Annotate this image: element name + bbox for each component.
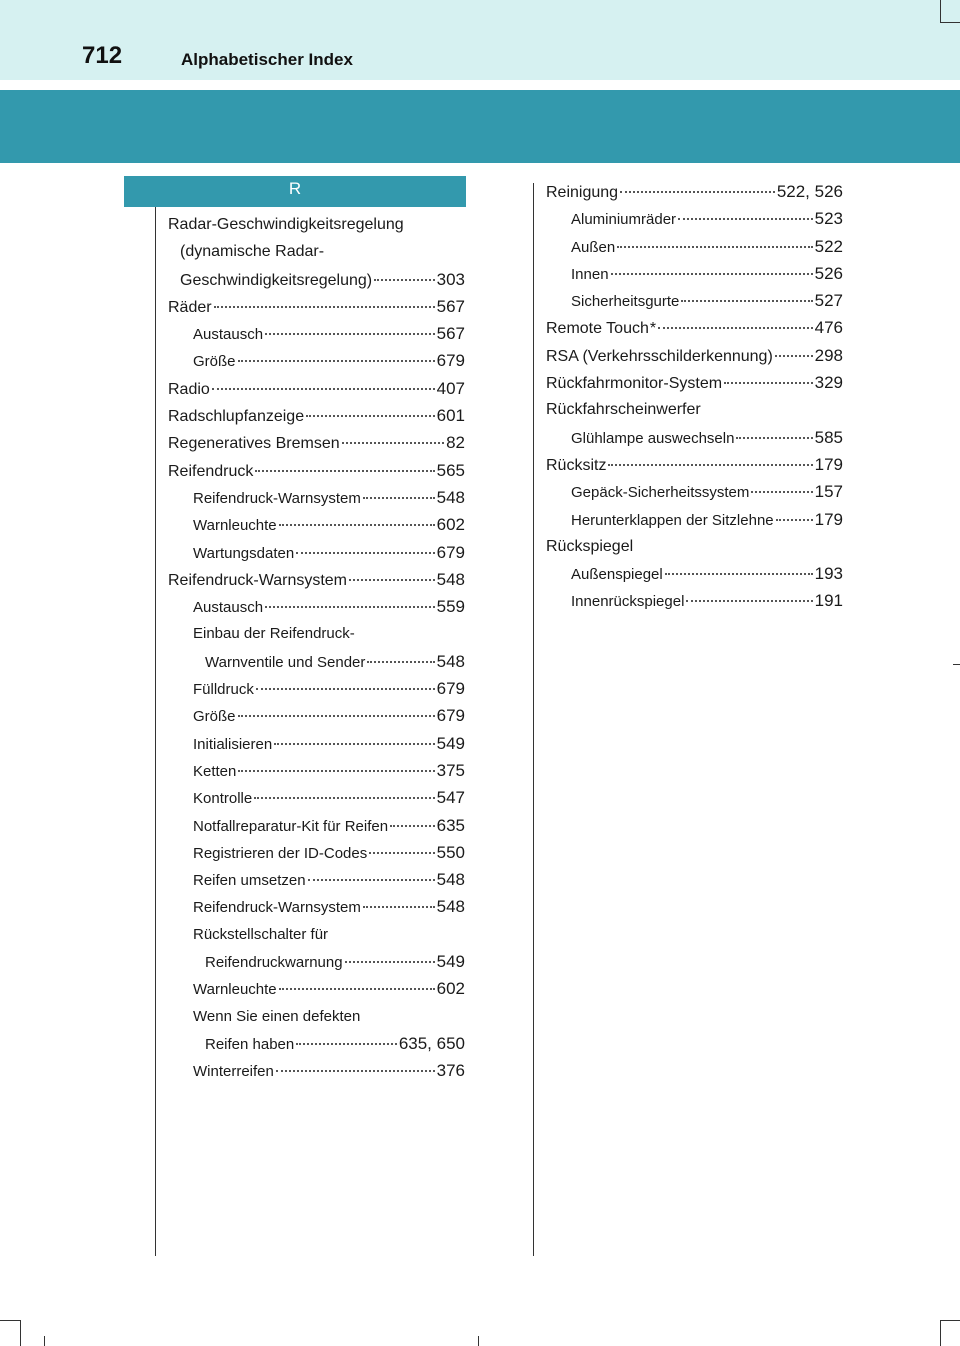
index-entry xyxy=(168,675,465,702)
index-term: Remote Touch xyxy=(546,320,649,338)
page-reference: 303 xyxy=(436,269,465,289)
index-entry xyxy=(168,893,465,920)
dot-leader xyxy=(214,306,435,308)
page-reference: 548 xyxy=(436,569,465,589)
dot-leader xyxy=(296,1043,397,1045)
index-term: Gepäck-Sicherheitssystem xyxy=(571,484,750,502)
dot-leader xyxy=(256,688,435,690)
index-entry xyxy=(168,1057,465,1084)
index-term: Reifendruckwarnung xyxy=(205,954,343,972)
page-reference: 549 xyxy=(436,733,465,753)
crop-mark xyxy=(20,1320,21,1346)
dot-leader xyxy=(775,355,813,357)
index-term: Wartungsdaten xyxy=(193,544,295,562)
dot-leader xyxy=(238,715,435,717)
page-reference: 548 xyxy=(436,897,465,917)
page-reference: 179 xyxy=(814,454,843,474)
index-term: Radio xyxy=(168,380,210,398)
page-reference: 548 xyxy=(436,487,465,507)
page-reference: 567 xyxy=(436,296,465,316)
page-title: Alphabetischer Index xyxy=(181,50,353,69)
index-term: Einbau der Reifendruck- xyxy=(193,625,355,643)
column-rule-middle xyxy=(533,183,534,1256)
page-reference: 547 xyxy=(436,788,465,808)
page-reference: 376 xyxy=(436,1061,465,1081)
index-term: Registrieren der ID-Codes xyxy=(193,844,368,862)
index-entry xyxy=(546,451,843,478)
index-term: Größe xyxy=(193,708,236,726)
index-term: Wenn Sie einen defekten xyxy=(193,1007,361,1025)
index-term: Warnventile und Sender xyxy=(205,653,366,671)
index-entry xyxy=(168,866,465,893)
index-term: Winterreifen xyxy=(193,1063,274,1081)
dot-leader xyxy=(611,273,813,275)
index-entry xyxy=(168,320,465,347)
dot-leader xyxy=(620,191,775,193)
index-entry xyxy=(168,948,465,975)
index-term: Reifendruck-Warnsystem xyxy=(193,899,361,917)
page-reference: 635 xyxy=(436,815,465,835)
index-term: Innenrückspiegel xyxy=(571,593,685,611)
index-term: Reifendruck-Warnsystem xyxy=(168,571,348,589)
index-term: Rückstellschalter für xyxy=(193,925,329,943)
page-reference: 559 xyxy=(436,597,465,617)
dot-leader xyxy=(265,333,435,335)
index-term: Reifen umsetzen xyxy=(193,872,306,890)
dot-leader xyxy=(238,360,435,362)
index-entry xyxy=(546,424,843,451)
dot-leader xyxy=(665,573,813,575)
index-term: Geschwindigkeitsregelung) xyxy=(180,271,373,289)
crop-mark xyxy=(44,1336,45,1346)
index-entry xyxy=(168,375,465,402)
page-reference: 548 xyxy=(436,651,465,671)
index-entry xyxy=(168,457,465,484)
dot-leader xyxy=(658,327,813,329)
index-entry xyxy=(168,402,465,429)
page-reference: 601 xyxy=(436,406,465,426)
index-term: Warnleuchte xyxy=(193,981,277,999)
page-reference: 549 xyxy=(436,952,465,972)
index-term: Glühlampe auswechseln xyxy=(571,429,735,447)
index-entry xyxy=(546,506,843,533)
page-reference: 567 xyxy=(436,324,465,344)
index-entry xyxy=(168,429,465,456)
index-entry xyxy=(168,484,465,511)
index-entry xyxy=(168,975,465,1002)
page-reference: 679 xyxy=(436,706,465,726)
page-reference: 602 xyxy=(436,515,465,535)
dot-leader xyxy=(276,1070,435,1072)
page-reference: 679 xyxy=(436,351,465,371)
index-entry xyxy=(168,784,465,811)
crop-mark xyxy=(478,1336,479,1346)
page-reference: 635, 650 xyxy=(398,1033,465,1053)
index-term: Innen xyxy=(571,265,609,283)
page-reference: 82 xyxy=(446,433,465,453)
page-reference: 191 xyxy=(814,591,843,611)
dot-leader xyxy=(363,497,435,499)
dot-leader xyxy=(279,524,435,526)
index-term: Regeneratives Bremsen xyxy=(168,435,340,453)
dot-leader xyxy=(349,579,435,581)
page-reference: 375 xyxy=(436,760,465,780)
crop-mark xyxy=(953,664,960,665)
page-reference: 548 xyxy=(436,870,465,890)
index-term: Kontrolle xyxy=(193,790,253,808)
index-term: Größe xyxy=(193,353,236,371)
page-reference: 523 xyxy=(814,209,843,229)
index-entry xyxy=(546,560,843,587)
index-entry xyxy=(168,1030,465,1057)
index-term: Notfallreparatur-Kit für Reifen xyxy=(193,817,389,835)
index-term: Ketten xyxy=(193,762,237,780)
index-entry xyxy=(168,702,465,729)
index-term: Austausch xyxy=(193,599,264,617)
page-reference: 522, 526 xyxy=(776,182,843,201)
index-entry xyxy=(546,587,843,614)
index-term: (dynamische Radar- xyxy=(180,243,325,261)
index-entry xyxy=(168,620,465,647)
index-term: Reifendruck-Warnsystem xyxy=(193,489,361,507)
index-term: Rückspiegel xyxy=(546,537,634,555)
dot-leader xyxy=(345,961,435,963)
index-entry xyxy=(168,347,465,374)
page-reference: 522 xyxy=(814,236,843,256)
page-reference: 679 xyxy=(436,679,465,699)
page-reference: 585 xyxy=(814,427,843,447)
index-entry xyxy=(546,342,843,369)
dot-leader xyxy=(306,415,435,417)
dot-leader xyxy=(374,279,435,281)
index-entry xyxy=(546,396,843,423)
index-entry xyxy=(168,1003,465,1030)
dot-leader xyxy=(681,300,812,302)
dot-leader xyxy=(274,743,434,745)
section-banner xyxy=(0,90,960,163)
index-entry: Remote Touch * 476 xyxy=(546,314,843,341)
index-term: Reifendruck xyxy=(168,462,254,480)
dot-leader xyxy=(617,246,812,248)
dot-leader xyxy=(238,770,434,772)
crop-mark xyxy=(0,1320,20,1321)
index-entry xyxy=(546,205,843,232)
index-column-right xyxy=(546,178,843,615)
index-entry xyxy=(546,287,843,314)
index-term: Aluminiumräder xyxy=(571,211,677,229)
index-term: Radschlupfanzeige xyxy=(168,408,305,426)
dot-leader xyxy=(255,470,434,472)
index-term: Rücksitz xyxy=(546,456,607,474)
dot-leader xyxy=(678,218,813,220)
index-entry xyxy=(546,478,843,505)
page-reference: 329 xyxy=(814,373,843,393)
index-entry xyxy=(168,730,465,757)
crop-mark xyxy=(940,1320,941,1346)
index-entry xyxy=(168,566,465,593)
dot-leader xyxy=(363,906,435,908)
page-reference: 565 xyxy=(436,460,465,480)
dot-leader xyxy=(608,464,812,466)
page-reference: 527 xyxy=(814,291,843,311)
index-entry xyxy=(168,266,465,293)
index-term: Räder xyxy=(168,298,212,316)
index-entry xyxy=(546,260,843,287)
dot-leader xyxy=(296,552,434,554)
index-entry xyxy=(168,293,465,320)
dot-leader xyxy=(265,606,435,608)
index-entry xyxy=(546,233,843,260)
section-letter: R xyxy=(124,176,466,207)
dot-leader xyxy=(736,437,812,439)
crop-mark xyxy=(940,0,941,22)
crop-mark xyxy=(940,1320,960,1321)
dot-leader xyxy=(212,388,435,390)
index-term: Rückfahrscheinwerfer xyxy=(546,401,701,419)
dot-leader xyxy=(254,797,434,799)
header-band xyxy=(0,0,960,80)
index-term: Außen xyxy=(571,238,616,256)
column-rule-left xyxy=(155,207,156,1256)
page-reference: 407 xyxy=(436,378,465,398)
page-reference: 179 xyxy=(814,509,843,529)
page-reference: 679 xyxy=(436,542,465,562)
dot-leader xyxy=(367,661,434,663)
index-entry xyxy=(168,593,465,620)
index-term: Herunterklappen der Sitzlehne xyxy=(571,511,774,529)
dot-leader xyxy=(390,825,435,827)
dot-leader xyxy=(776,519,813,521)
index-entry xyxy=(168,648,465,675)
index-entry xyxy=(546,533,843,560)
index-term: Initialisieren xyxy=(193,735,273,753)
index-entry xyxy=(168,921,465,948)
index-entry xyxy=(168,211,465,238)
index-term: Sicherheitsgurte xyxy=(571,293,680,311)
page-reference: 526 xyxy=(814,263,843,283)
index-term: Warnleuchte xyxy=(193,517,277,535)
page-reference: 550 xyxy=(436,842,465,862)
index-entry xyxy=(168,757,465,784)
index-term: Rückfahrmonitor-System xyxy=(546,375,723,393)
page-reference: 602 xyxy=(436,979,465,999)
dot-leader xyxy=(279,988,435,990)
dot-leader xyxy=(308,879,435,881)
index-term: Reinigung xyxy=(546,184,619,201)
index-entry xyxy=(168,839,465,866)
index-entry xyxy=(168,539,465,566)
index-entry xyxy=(546,178,843,205)
dot-leader xyxy=(686,600,812,602)
index-term: Radar-Geschwindigkeitsregelung xyxy=(168,216,404,233)
index-entry xyxy=(168,511,465,538)
dot-leader xyxy=(724,382,813,384)
index-term: RSA (Verkehrsschilderkennung) xyxy=(546,347,773,365)
page-reference: 157 xyxy=(814,482,843,502)
page-number: 712 xyxy=(82,42,123,69)
crop-mark xyxy=(940,22,960,23)
page-reference: 476 xyxy=(814,318,843,338)
dot-leader xyxy=(342,442,444,444)
index-term: Außenspiegel xyxy=(571,566,663,584)
page-reference: 298 xyxy=(814,345,843,365)
page-reference: 193 xyxy=(814,564,843,584)
index-entry xyxy=(546,369,843,396)
dot-leader xyxy=(369,852,434,854)
index-column-left xyxy=(168,211,465,1085)
index-term: Austausch xyxy=(193,326,264,344)
index-term: Reifen haben xyxy=(205,1035,295,1053)
dot-leader xyxy=(751,491,812,493)
index-entry xyxy=(168,812,465,839)
index-term: Fülldruck xyxy=(193,681,254,699)
index-entry xyxy=(168,238,465,265)
